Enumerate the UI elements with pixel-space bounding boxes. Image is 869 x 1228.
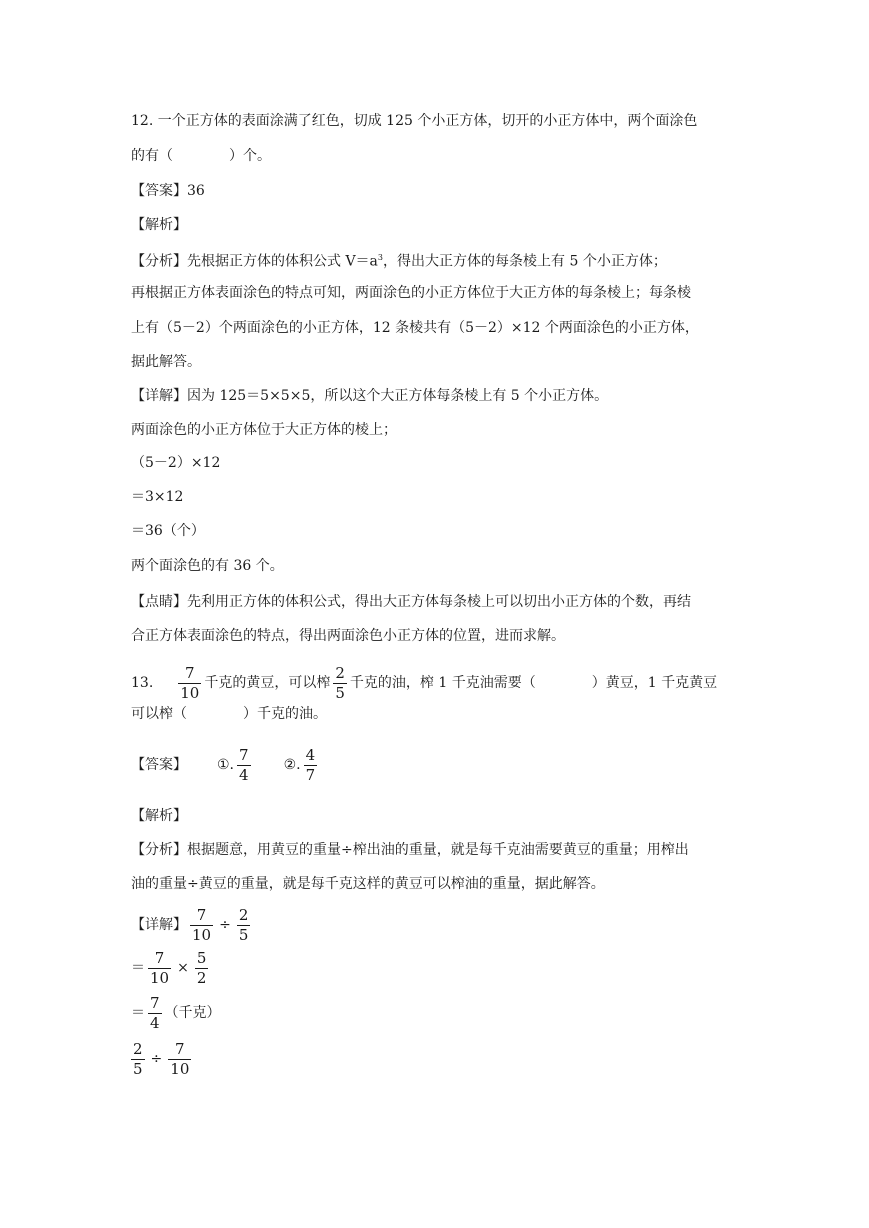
q12-detail-line1: 【详解】因为 125＝5×5×5，所以这个大正方体每条棱上有 5 个小正方体。 bbox=[131, 388, 609, 404]
q13-detail-step4 bbox=[131, 1037, 194, 1081]
denominator: 10 bbox=[192, 925, 212, 944]
q13-detail-step3 bbox=[131, 991, 221, 1035]
answer-label: 【答案】 bbox=[131, 757, 187, 773]
equals-sign: ＝ bbox=[131, 1005, 145, 1021]
q13-text-a: 千克的黄豆，可以榨 bbox=[204, 675, 331, 691]
denominator: 4 bbox=[239, 765, 249, 784]
denominator: 4 bbox=[150, 1013, 160, 1032]
fenxi-label: 【分析】 bbox=[131, 253, 187, 270]
q12-calc-step3: ＝36（个） bbox=[131, 523, 205, 539]
numerator: 2 bbox=[133, 1039, 143, 1058]
numerator: 2 bbox=[238, 905, 249, 924]
fraction-2-5 bbox=[237, 905, 251, 944]
times-sign: × bbox=[177, 960, 189, 976]
fraction-7-10 bbox=[168, 1039, 191, 1078]
q12-conclusion: 两个面涂色的有 36 个。 bbox=[131, 558, 284, 574]
answer1-marker: ①. bbox=[217, 757, 235, 773]
answer1-fraction bbox=[237, 745, 251, 784]
denominator: 5 bbox=[133, 1059, 143, 1078]
denominator: 5 bbox=[238, 925, 249, 944]
denominator: 5 bbox=[335, 683, 345, 702]
divide-sign: ÷ bbox=[219, 917, 231, 933]
fraction-2-5 bbox=[333, 663, 347, 702]
numerator: 5 bbox=[196, 948, 207, 967]
denominator: 10 bbox=[180, 683, 200, 702]
fraction-7-10 bbox=[190, 905, 213, 944]
q12-tip-line2: 合正方体表面涂色的特点，得出两面涂色小正方体的位置，进而求解。 bbox=[131, 628, 565, 644]
q12-fenxi-line3: 上有（5－2）个两面涂色的小正方体，12 条棱共有（5－2）×12 个两面涂色的小正方体， bbox=[131, 320, 699, 336]
fraction-2-5 bbox=[131, 1039, 145, 1078]
q12-fenxi-line2: 再根据正方体表面涂色的特点可知，两面涂色的小正方体位于大正方体的每条棱上；每条棱 bbox=[131, 285, 691, 301]
q12-fenxi-line4: 据此解答。 bbox=[131, 354, 201, 370]
q12-calc-step2: ＝3×12 bbox=[131, 489, 184, 505]
q12-answer: 【答案】36 bbox=[131, 183, 205, 199]
q13-fenxi-line2: 油的重量÷黄豆的重量，就是每千克这样的黄豆可以榨油的重量，据此解答。 bbox=[131, 876, 605, 892]
numerator: 7 bbox=[239, 745, 249, 764]
unit-label: （千克） bbox=[164, 1005, 221, 1021]
q13-stem-line1 bbox=[131, 660, 717, 706]
q13-answer bbox=[131, 742, 320, 788]
q12-detail-line2: 两面涂色的小正方体位于大正方体的棱上； bbox=[131, 422, 397, 438]
detail-label: 【详解】 bbox=[131, 917, 187, 933]
denominator: 7 bbox=[305, 765, 316, 784]
q13-detail-step2 bbox=[131, 946, 211, 990]
numerator: 7 bbox=[150, 993, 160, 1012]
q12-fenxi-line1 bbox=[131, 248, 667, 268]
denominator: 10 bbox=[150, 968, 170, 987]
divide-sign: ÷ bbox=[150, 1051, 163, 1067]
fraction-7-10 bbox=[178, 663, 201, 702]
equals-sign: ＝ bbox=[131, 960, 145, 976]
fenxi-text-b: ，得出大正方体的每条棱上有 5 个小正方体； bbox=[383, 253, 667, 270]
q12-tip-line1: 【点睛】先利用正方体的体积公式，得出大正方体每条棱上可以切出小正方体的个数，再结 bbox=[131, 594, 691, 610]
numerator: 7 bbox=[154, 948, 165, 967]
q13-text-b: 千克的油，榨 1 千克油需要（ ）黄豆，1 千克黄豆 bbox=[349, 675, 718, 691]
q13-detail-step1 bbox=[131, 903, 253, 947]
q13-number: 13. bbox=[131, 675, 154, 691]
fraction-7-4 bbox=[148, 993, 162, 1032]
q12-stem-line1: 12. 一个正方体的表面涂满了红色，切成 125 个小正方体，切开的小正方体中，两个面涂色 bbox=[131, 113, 698, 129]
q13-analysis-heading: 【解析】 bbox=[131, 808, 187, 824]
numerator: 7 bbox=[175, 1039, 185, 1058]
q13-fenxi-line1: 【分析】根据题意，用黄豆的重量÷榨出油的重量，就是每千克油需要黄豆的重量；用榨出 bbox=[131, 842, 689, 858]
numerator: 4 bbox=[305, 745, 316, 764]
numerator: 7 bbox=[185, 663, 195, 682]
denominator: 10 bbox=[170, 1059, 190, 1078]
answer2-marker: ②. bbox=[283, 757, 301, 773]
fenxi-text-a: 先根据正方体的体积公式 V＝a bbox=[187, 253, 378, 270]
fraction-7-10 bbox=[148, 948, 171, 987]
numerator: 2 bbox=[335, 663, 345, 682]
exponent: 3 bbox=[377, 253, 384, 262]
q12-stem-line2: 的有（ ）个。 bbox=[131, 148, 271, 164]
numerator: 7 bbox=[196, 905, 207, 924]
q12-calc-step1: （5－2）×12 bbox=[131, 455, 221, 471]
answer2-fraction bbox=[304, 745, 318, 784]
fraction-5-2 bbox=[195, 948, 209, 987]
q12-analysis-heading: 【解析】 bbox=[131, 217, 187, 233]
q13-stem-line2: 可以榨（ ）千克的油。 bbox=[131, 706, 327, 722]
denominator: 2 bbox=[196, 968, 207, 987]
